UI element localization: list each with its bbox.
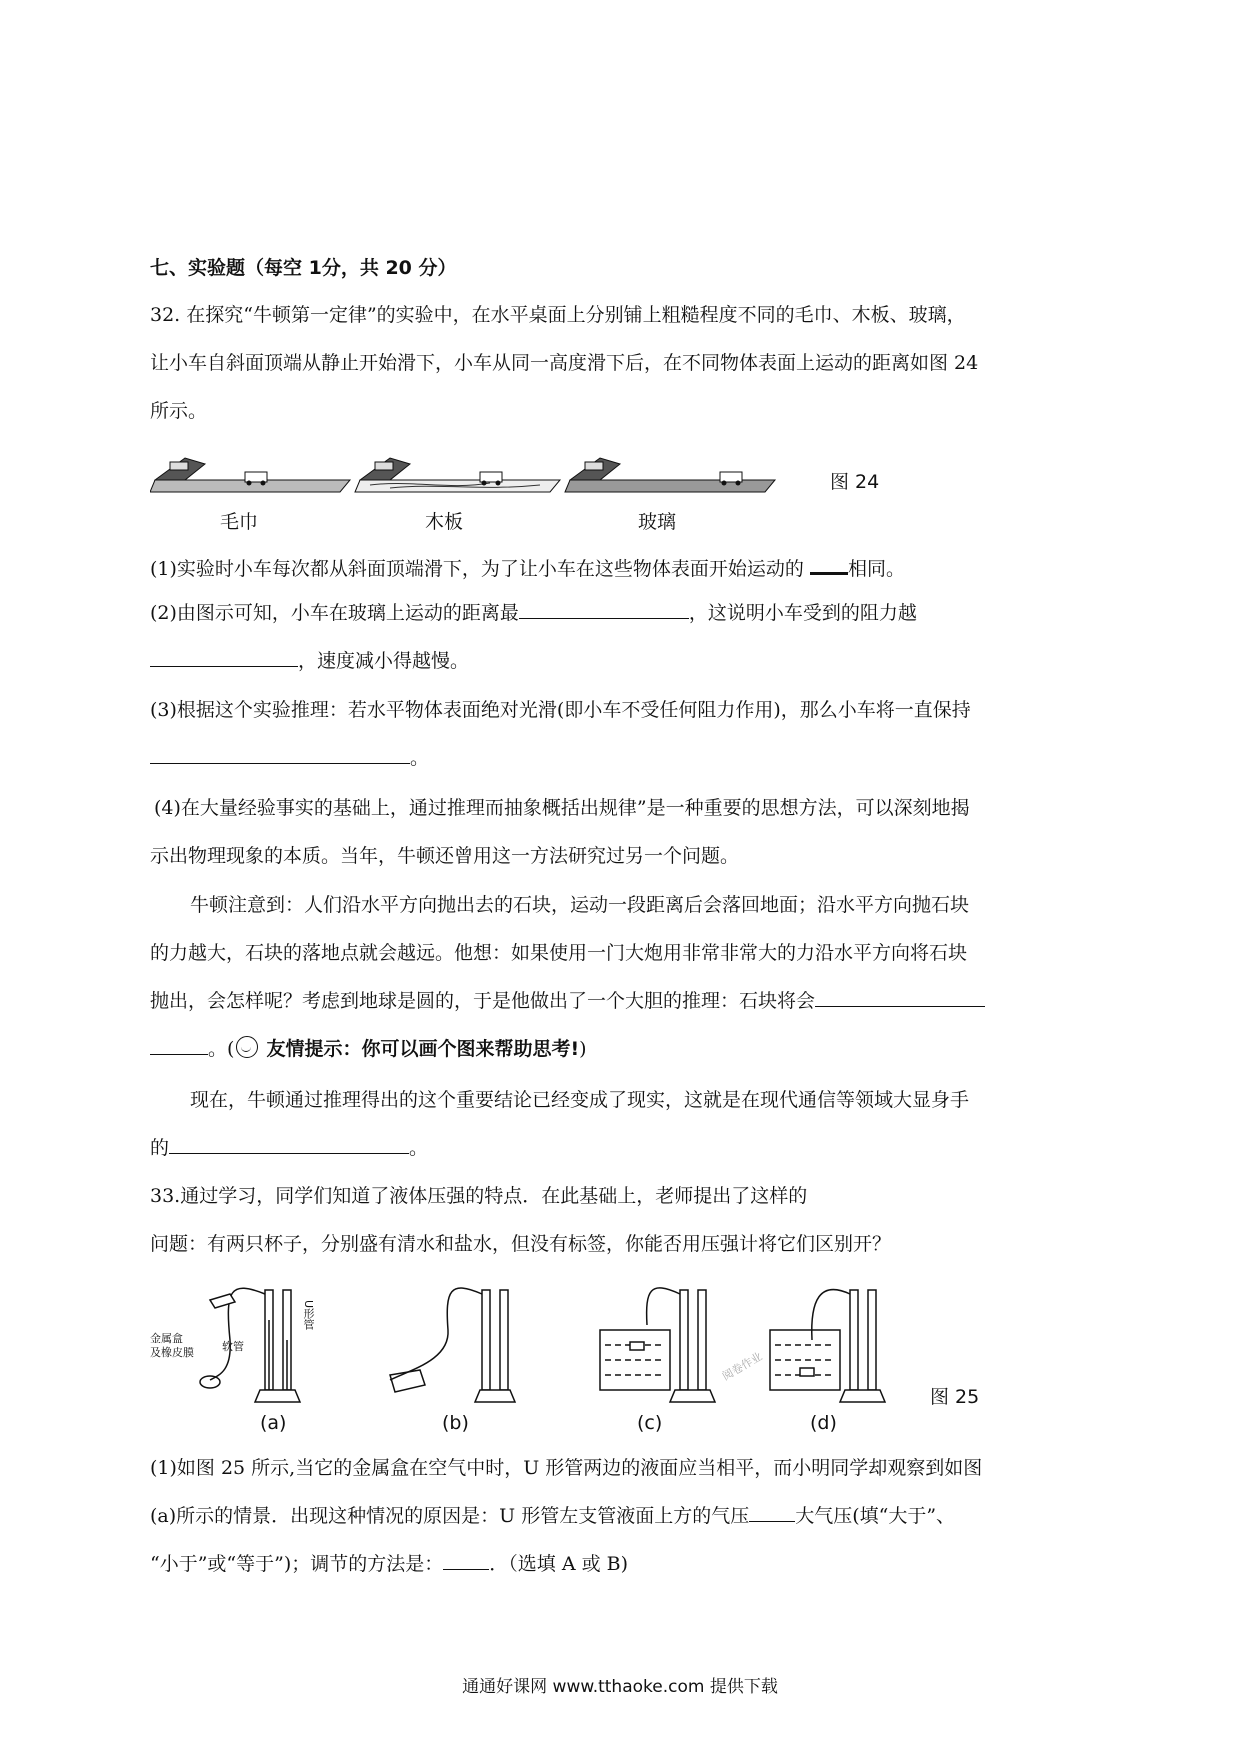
label-glass: 玻璃 [638,511,677,533]
annot-soft-tube: 软管 [222,1340,244,1353]
figure-25 [150,1280,910,1440]
q33-part-1-line-2 [150,1503,955,1529]
q32-part-3b [150,745,429,771]
figure-24 [150,450,850,540]
q32-para-newton-3-text: 抛出，会怎样呢？考虑到地球是圆的，于是他做出了一个大胆的推理：石块将会 [150,990,816,1012]
glass-surface [565,458,775,492]
q33-part-1-line-3-after: ．（选填 A 或 B) [489,1553,628,1575]
manometer-d [770,1290,885,1402]
annot-metal-box-line-2: 及橡皮膜 [150,1346,194,1359]
answer-blank-4[interactable] [150,745,410,764]
q32-para-modern-2-text: 的 [150,1137,170,1159]
figure-24-caption: 图 24 [830,471,880,493]
answer-blank-5[interactable] [815,988,985,1007]
figure-24-drawing [150,450,850,510]
q32-para-newton-4-punct: 。( [208,1038,235,1060]
sub-label-c: (c) [637,1412,663,1434]
annot-metal-box [150,1332,194,1360]
footer-credit: 通通好课网 www.tthaoke.com 提供下载 [462,1677,778,1697]
q33-part-1-line-2-after: 大气压(填“大于”、 [795,1505,956,1527]
q32-part-3b-after: 。 [410,747,430,769]
annot-u-tube: U形管 [302,1300,315,1331]
answer-blank-5-cont[interactable] [150,1036,208,1055]
figure-25-caption: 图 25 [930,1386,980,1408]
q32-para-modern-1: 现在，牛顿通过推理得出的这个重要结论已经变成了现实，这就是在现代通信等领域大显身手 [190,1089,970,1111]
q32-part-4-line-1: (4)在大量经验事实的基础上，通过推理而抽象概括出规律”是一种重要的思想方法，可以深刻地揭 [154,797,970,819]
friendly-hint: 友情提示：你可以画个图来帮助思考! [266,1038,580,1060]
q32-part-2-after: ，这说明小车受到的阻力越 [688,602,917,624]
answer-blank-3[interactable] [150,648,298,667]
manometer-c [600,1288,715,1402]
q32-para-newton-1: 牛顿注意到：人们沿水平方向抛出去的石块，运动一段距离后会落回地面；沿水平方向抛石块 [190,894,970,916]
q32-intro-line-1: 32. 在探究“牛顿第一定律”的实验中，在水平桌面上分别铺上粗糙程度不同的毛巾、木板、玻璃， [150,304,966,326]
answer-blank-7[interactable] [749,1503,795,1522]
q32-part-3: (3)根据这个实验推理：若水平物体表面绝对光滑(即小车不受任何阻力作用)，那么小车将一直保持 [150,699,971,721]
figure-25-drawing [150,1280,910,1410]
watermark: 阅卷作业 [719,1349,765,1384]
q32-part-2b [150,648,469,674]
smiley-icon [236,1036,258,1058]
q32-part-1-text: (1)实验时小车每次都从斜面顶端滑下，为了让小车在这些物体表面开始运动的 [150,558,804,580]
answer-blank-2[interactable] [519,600,689,619]
answer-blank-6[interactable] [169,1135,409,1154]
label-towel: 毛巾 [220,511,259,533]
answer-blank-1[interactable] [810,554,848,575]
wood-surface [355,458,560,492]
q33-intro-line-2: 问题：有两只杯子，分别盛有清水和盐水，但没有标签，你能否用压强计将它们区别开？ [150,1233,892,1255]
q32-intro-line-3: 所示。 [150,400,208,422]
section-heading: 七、实验题（每空 1分，共 20 分） [150,257,457,279]
answer-blank-8[interactable] [443,1551,489,1570]
q32-para-modern-2 [150,1135,428,1161]
annot-metal-box-line-1: 金属盒 [150,1332,183,1345]
q32-part-4-line-2: 示出物理现象的本质。当年，牛顿还曾用这一方法研究过另一个问题。 [150,845,740,867]
q33-intro-line-1: 33.通过学习，同学们知道了液体压强的特点．在此基础上，老师提出了这样的 [150,1185,808,1207]
q32-part-1 [150,554,905,582]
q32-para-newton-3 [150,988,985,1014]
towel-surface [150,458,350,492]
q32-part-2 [150,600,917,626]
hint-close-paren: ) [579,1038,587,1060]
sub-label-b: (b) [442,1412,469,1434]
q33-part-1-line-1: (1)如图 25 所示,当它的金属盒在空气中时，U 形管两边的液面应当相平，而小明同学却观察到如图 [150,1457,983,1479]
q33-part-1-line-3 [150,1551,628,1577]
q32-intro-line-2: 让小车自斜面顶端从静止开始滑下，小车从同一高度滑下后，在不同物体表面上运动的距离如图 24 [150,352,979,374]
q32-para-newton-4 [150,1036,587,1062]
q33-part-1-line-2-text: (a)所示的情景．出现这种情况的原因是：U 形管左支管液面上方的气压 [150,1505,750,1527]
q32-part-1-after: 相同。 [847,558,905,580]
sub-label-a: (a) [260,1412,287,1434]
sub-label-d: (d) [810,1412,837,1434]
manometer-a [200,1288,300,1402]
q32-part-2-text: (2)由图示可知，小车在玻璃上运动的距离最 [150,602,519,624]
q32-para-modern-2-after: 。 [409,1137,429,1159]
q33-part-1-line-3-text: “小于”或“等于”)；调节的方法是： [150,1553,444,1575]
manometer-b [390,1288,515,1402]
label-wood: 木板 [425,511,464,533]
q32-para-newton-2: 的力越大，石块的落地点就会越远。他想：如果使用一门大炮用非常非常大的力沿水平方向将石块 [150,942,968,964]
q32-part-2b-after: ，速度减小得越慢。 [298,650,470,672]
